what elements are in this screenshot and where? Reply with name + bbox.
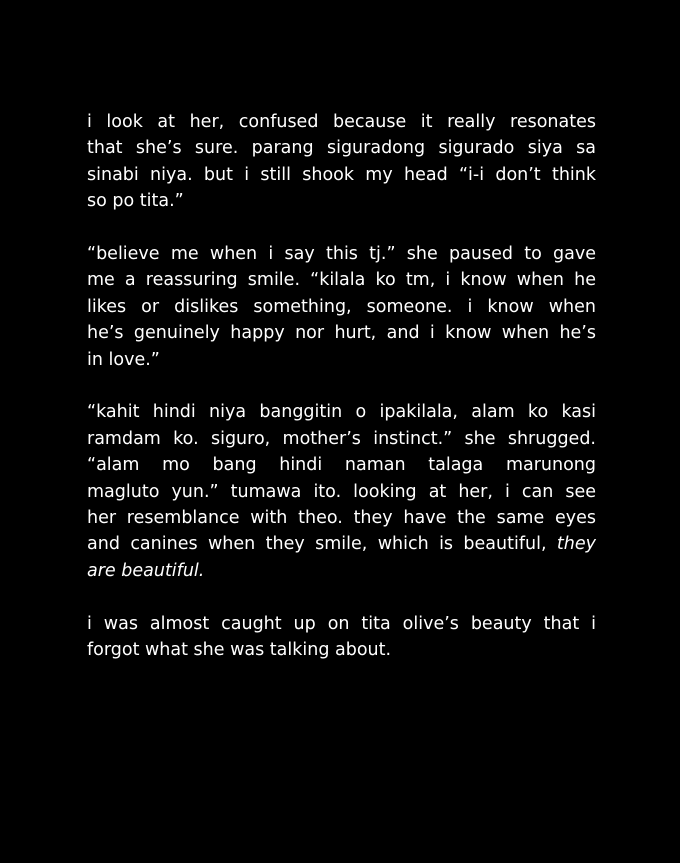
text-line: her resemblance with theo. they have the same eyes: [87, 508, 596, 529]
paragraph-1: [87, 109, 596, 215]
paragraph-3: [87, 399, 596, 584]
text-line: “alam mo bang hindi naman talaga marunong: [87, 455, 596, 476]
text-line: that she’s sure. parang siguradong sigurado siya sa: [87, 138, 596, 159]
text-line: so po tita.”: [87, 191, 184, 212]
text-line: “believe me when i say this tj.” she paused to gave: [87, 244, 596, 265]
text-line-italic: are beautiful.: [87, 560, 205, 581]
paragraph-2: [87, 241, 596, 373]
text-line-mixed: [87, 531, 596, 557]
text-line: “kahit hindi niya banggitin o ipakilala, alam ko kasi: [87, 402, 596, 423]
story-text: [87, 109, 596, 663]
text-line: i was almost caught up on tita olive’s beauty that i: [87, 613, 596, 634]
text-line-plain: and canines when they smile, which is beautiful,: [87, 534, 557, 555]
text-line: forgot what she was talking about.: [87, 640, 392, 661]
paragraph-4: [87, 611, 596, 664]
text-line: he’s genuinely happy nor hurt, and i know when he’s: [87, 323, 596, 344]
text-line: magluto yun.” tumawa ito. looking at her, i can see: [87, 481, 596, 502]
text-line: me a reassuring smile. “kilala ko tm, i know when he: [87, 270, 596, 291]
text-line: likes or dislikes something, someone. i know when: [87, 296, 596, 317]
text-line: in love.”: [87, 349, 160, 370]
text-line: ramdam ko. siguro, mother’s instinct.” she shrugged.: [87, 428, 596, 449]
text-line-italic: they: [556, 534, 596, 555]
text-line: sinabi niya. but i still shook my head “i-i don’t think: [87, 164, 596, 185]
text-line: i look at her, confused because it really resonates: [87, 112, 596, 132]
